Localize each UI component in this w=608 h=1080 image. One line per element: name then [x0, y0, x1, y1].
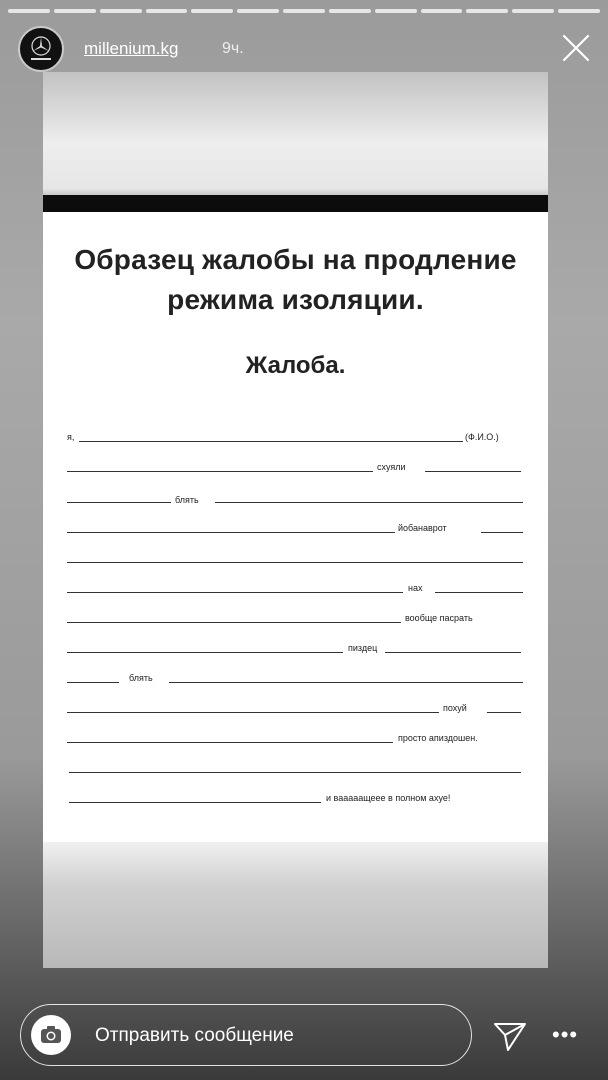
progress-segment [100, 9, 142, 13]
message-input[interactable]: Отправить сообщение [95, 1025, 294, 1046]
form-line [169, 682, 523, 683]
progress-segment [375, 9, 417, 13]
story-image-bottom [43, 842, 548, 968]
form-word: и вааааащеее в полном ахуе! [326, 793, 451, 803]
form-line [69, 802, 321, 803]
form-word: йобанаврот [398, 523, 447, 533]
more-options-icon[interactable]: ••• [552, 1022, 579, 1047]
avatar[interactable] [18, 26, 64, 72]
progress-segment [146, 9, 188, 13]
form-word: схуяли [377, 462, 406, 472]
story-header [18, 26, 594, 72]
send-icon[interactable] [492, 1018, 528, 1054]
document-title [43, 240, 548, 320]
form-word: похуй [443, 703, 467, 713]
form-line [67, 712, 439, 713]
form-word: нах [408, 583, 423, 593]
form-line [67, 471, 373, 472]
form-word: блять [129, 673, 153, 683]
form-line [67, 622, 401, 623]
form-line [425, 471, 521, 472]
close-icon[interactable] [560, 32, 592, 64]
title-line-2: режима изоляции. [167, 284, 424, 315]
form-line [67, 742, 393, 743]
timestamp: 9ч. [222, 40, 244, 57]
form-line [67, 532, 395, 533]
form-word: я, [67, 432, 75, 442]
complaint-document [43, 212, 548, 842]
title-line-1: Образец жалобы на продление [74, 244, 517, 275]
reply-bar[interactable] [20, 1004, 472, 1066]
form-line [67, 562, 523, 563]
document-top-bar [43, 195, 548, 212]
form-line [435, 592, 523, 593]
form-line [67, 652, 343, 653]
form-line [67, 682, 119, 683]
progress-segment [512, 9, 554, 13]
username-link[interactable]: millenium.kg [84, 39, 179, 58]
form-line [481, 532, 523, 533]
progress-segment [466, 9, 508, 13]
form-line [67, 502, 171, 503]
form-word: просто апиздошен. [398, 733, 478, 743]
progress-segment [54, 9, 96, 13]
form-line [69, 772, 521, 773]
camera-icon [39, 1023, 63, 1047]
progress-segment [329, 9, 371, 13]
form-line [79, 441, 463, 442]
camera-button[interactable] [31, 1015, 71, 1055]
form-word: пиздец [348, 643, 378, 653]
document-subtitle: Жалоба. [245, 352, 346, 379]
form-line [67, 592, 403, 593]
progress-segment [237, 9, 279, 13]
progress-segment [191, 9, 233, 13]
story-progress [8, 9, 600, 13]
progress-segment [8, 9, 50, 13]
form-word: (Ф.И.О.) [465, 432, 499, 442]
progress-segment [283, 9, 325, 13]
form-line [215, 502, 523, 503]
form-line [487, 712, 521, 713]
form-line [385, 652, 521, 653]
progress-segment [421, 9, 463, 13]
mercedes-logo-icon [25, 33, 57, 65]
form-word: вообще пасрать [405, 613, 473, 623]
form-word: блять [175, 495, 199, 505]
progress-segment [558, 9, 600, 13]
